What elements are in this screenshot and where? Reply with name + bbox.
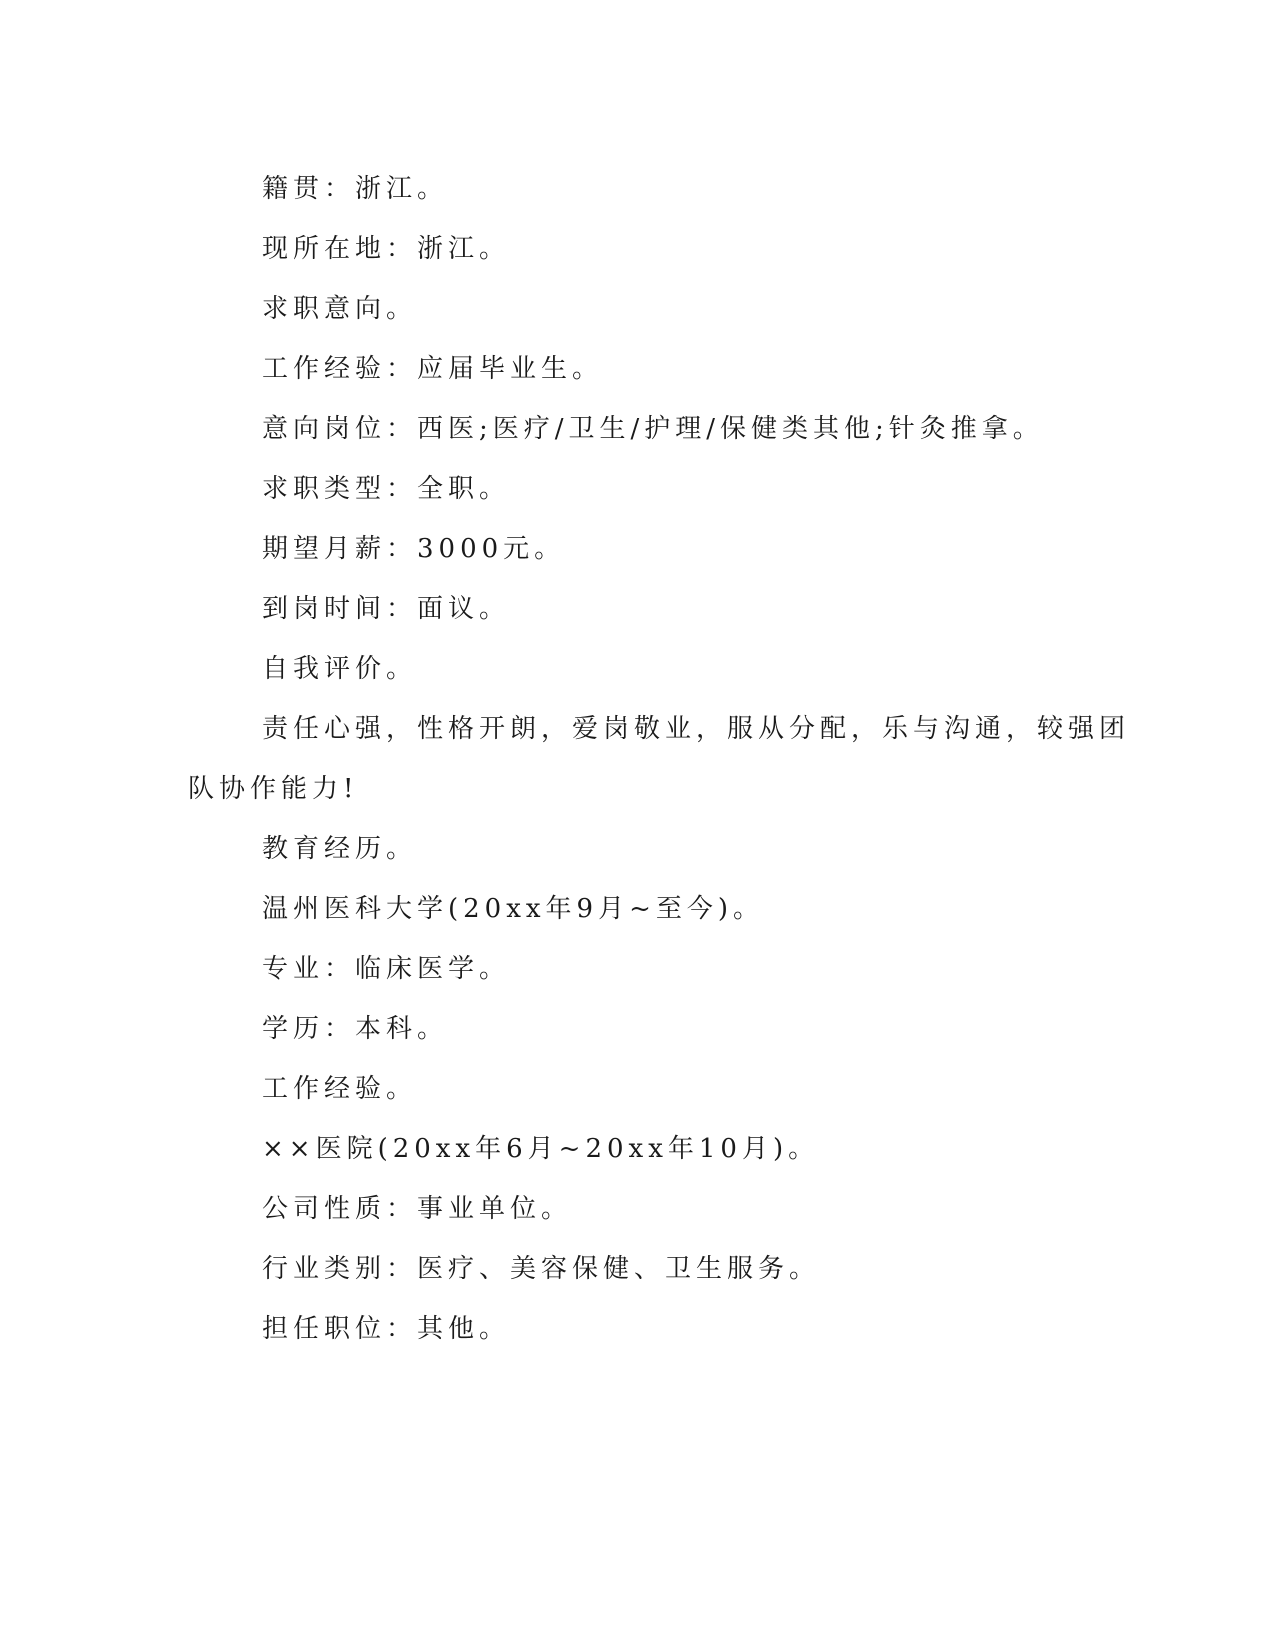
- job-intention-heading: 求职意向。: [262, 294, 418, 324]
- self-evaluation-heading: 自我评价。: [262, 654, 418, 684]
- work-experience-heading: 工作经验。: [262, 1074, 418, 1104]
- native-place-line: 籍贯：浙江。: [262, 174, 449, 204]
- major-line: 专业：临床医学。: [262, 954, 511, 984]
- school-line: 温州医科大学(20xx年9月~至今)。: [262, 894, 765, 924]
- degree-line: 学历：本科。: [262, 1014, 449, 1044]
- company-nature-line: 公司性质：事业单位。: [262, 1194, 573, 1224]
- start-time-line: 到岗时间：面议。: [262, 594, 511, 624]
- self-evaluation-text-continued: 队协作能力!: [188, 774, 359, 804]
- current-location-line: 现所在地：浙江。: [262, 234, 511, 264]
- education-heading: 教育经历。: [262, 834, 418, 864]
- industry-line: 行业类别：医疗、美容保健、卫生服务。: [262, 1254, 821, 1284]
- job-type-line: 求职类型：全职。: [262, 474, 511, 504]
- position-line: 担任职位：其他。: [262, 1314, 511, 1344]
- expected-salary-line: 期望月薪：3000元。: [262, 534, 566, 564]
- employer-line: ××医院(20xx年6月~20xx年10月)。: [262, 1134, 820, 1164]
- intended-positions-line: 意向岗位：西医;医疗/卫生/护理/保健类其他;针灸推拿。: [262, 414, 1044, 444]
- work-experience-line: 工作经验：应届毕业生。: [262, 354, 604, 384]
- self-evaluation-text: 责任心强，性格开朗，爱岗敬业，服从分配，乐与沟通，较强团: [262, 714, 1131, 744]
